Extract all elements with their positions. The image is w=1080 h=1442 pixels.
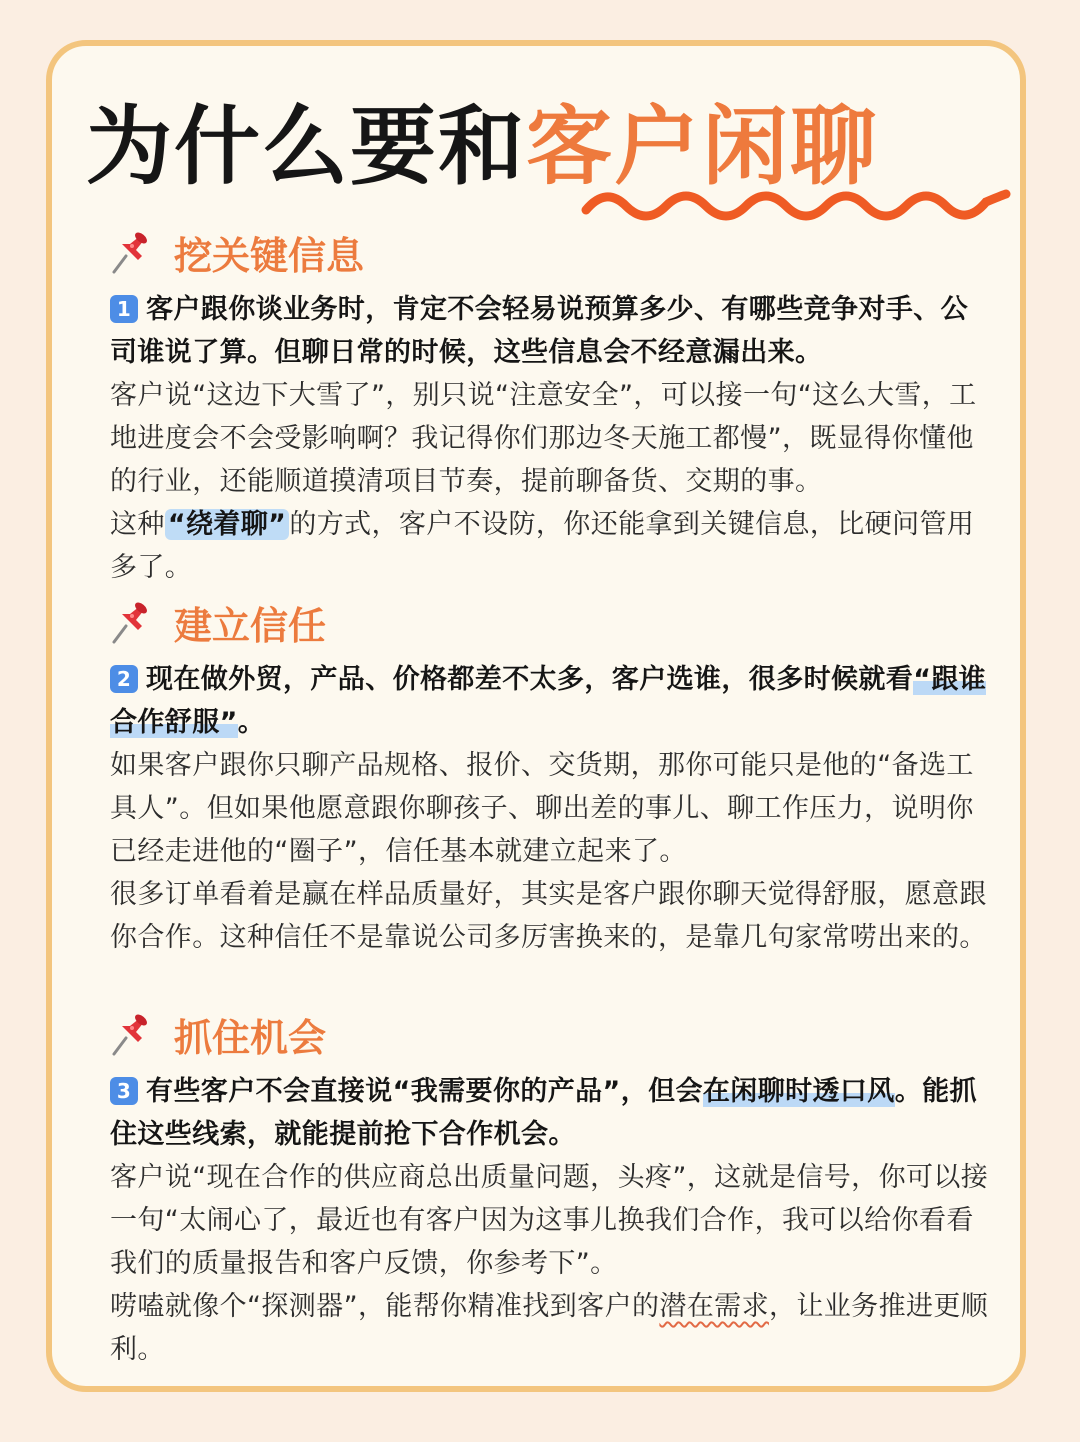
highlight-phrase: 在闲聊时透口风: [702, 1076, 895, 1107]
body-paragraph: 如果客户跟你只聊产品规格、报价、交货期，那你可能只是他的“备选工具人”。但如果他愿意跟你聊孩子、聊出差的事儿、聊工作压力，说明你已经走进他的“圈子”，信任基本就建立起来了。: [110, 750, 974, 867]
body-paragraph: 客户说“这边下大雪了”，别只说“注意安全”，可以接一句“这么大雪，工地进度会不会受影响啊？我记得你们那边冬天施工都慢”，既显得你懂他的行业，还能顺道摸清项目节奏，提前聊备货、交期的事。: [110, 380, 977, 497]
section-heading-text: 挖关键信息: [174, 233, 365, 278]
lead-text: 客户跟你谈业务时，肯定不会轻易说预算多少、有哪些竞争对手、公司谁说了算。但聊日常的时候，这些信息会不经意漏出来。: [110, 294, 968, 368]
section-lead: 3 有些客户不会直接说“我需要你的产品”，但会在闲聊时透口风。能抓住这些线索，就能提前抢下合作机会。: [110, 1076, 977, 1150]
body-paragraph: 唠嗑就像个“探测器”，能帮你精准找到客户的潜在需求，让业务推进更顺利。: [110, 1291, 989, 1365]
title-accent: 客户闲聊: [526, 97, 878, 197]
section-build-trust: [110, 596, 990, 959]
body-paragraph: 很多订单看着是赢在样品质量好，其实是客户跟你聊天觉得舒服，愿意跟你合作。这种信任不是靠说公司多厉害换来的，是靠几句家常唠出来的。: [110, 879, 987, 953]
section-dig-info: [110, 226, 990, 589]
section-heading: [110, 596, 990, 648]
section-lead: 2 现在做外贸，产品、价格都差不太多，客户选谁，很多时候就看“跟谁合作舒服”。: [110, 664, 987, 738]
section-seize-opportunity: [110, 1008, 990, 1371]
section-heading: [110, 226, 990, 278]
section-heading-text: 抓住机会: [174, 1015, 327, 1060]
wavy-underlined-phrase: 潜在需求: [659, 1291, 769, 1322]
body-paragraph: 客户说“现在合作的供应商总出质量问题，头疼”，这就是信号，你可以接一句“太闹心了，最近也有客户因为这事儿换我们合作，我可以给你看看我们的质量报告和客户反馈，你参考下”。: [110, 1162, 989, 1279]
title-black: 为什么要和: [86, 97, 526, 197]
pushpin-icon: [110, 230, 150, 274]
highlight-phrase: “绕着聊”: [165, 509, 290, 540]
title-squiggle-underline: [580, 180, 1012, 226]
number-badge: 2: [110, 665, 138, 693]
number-badge: 3: [110, 1077, 138, 1105]
pushpin-icon: [110, 1012, 150, 1056]
section-heading: [110, 1008, 990, 1060]
section-lead: [110, 288, 990, 374]
pushpin-icon: [110, 600, 150, 644]
body-paragraph: 这种 “绕着聊” 的方式，客户不设防，你还能拿到关键信息，比硬问管用多了。: [110, 509, 975, 583]
section-heading-text: 建立信任: [174, 603, 327, 648]
number-badge: 1: [110, 295, 138, 323]
highlight-phrase: “跟谁合作舒服”: [110, 664, 987, 738]
